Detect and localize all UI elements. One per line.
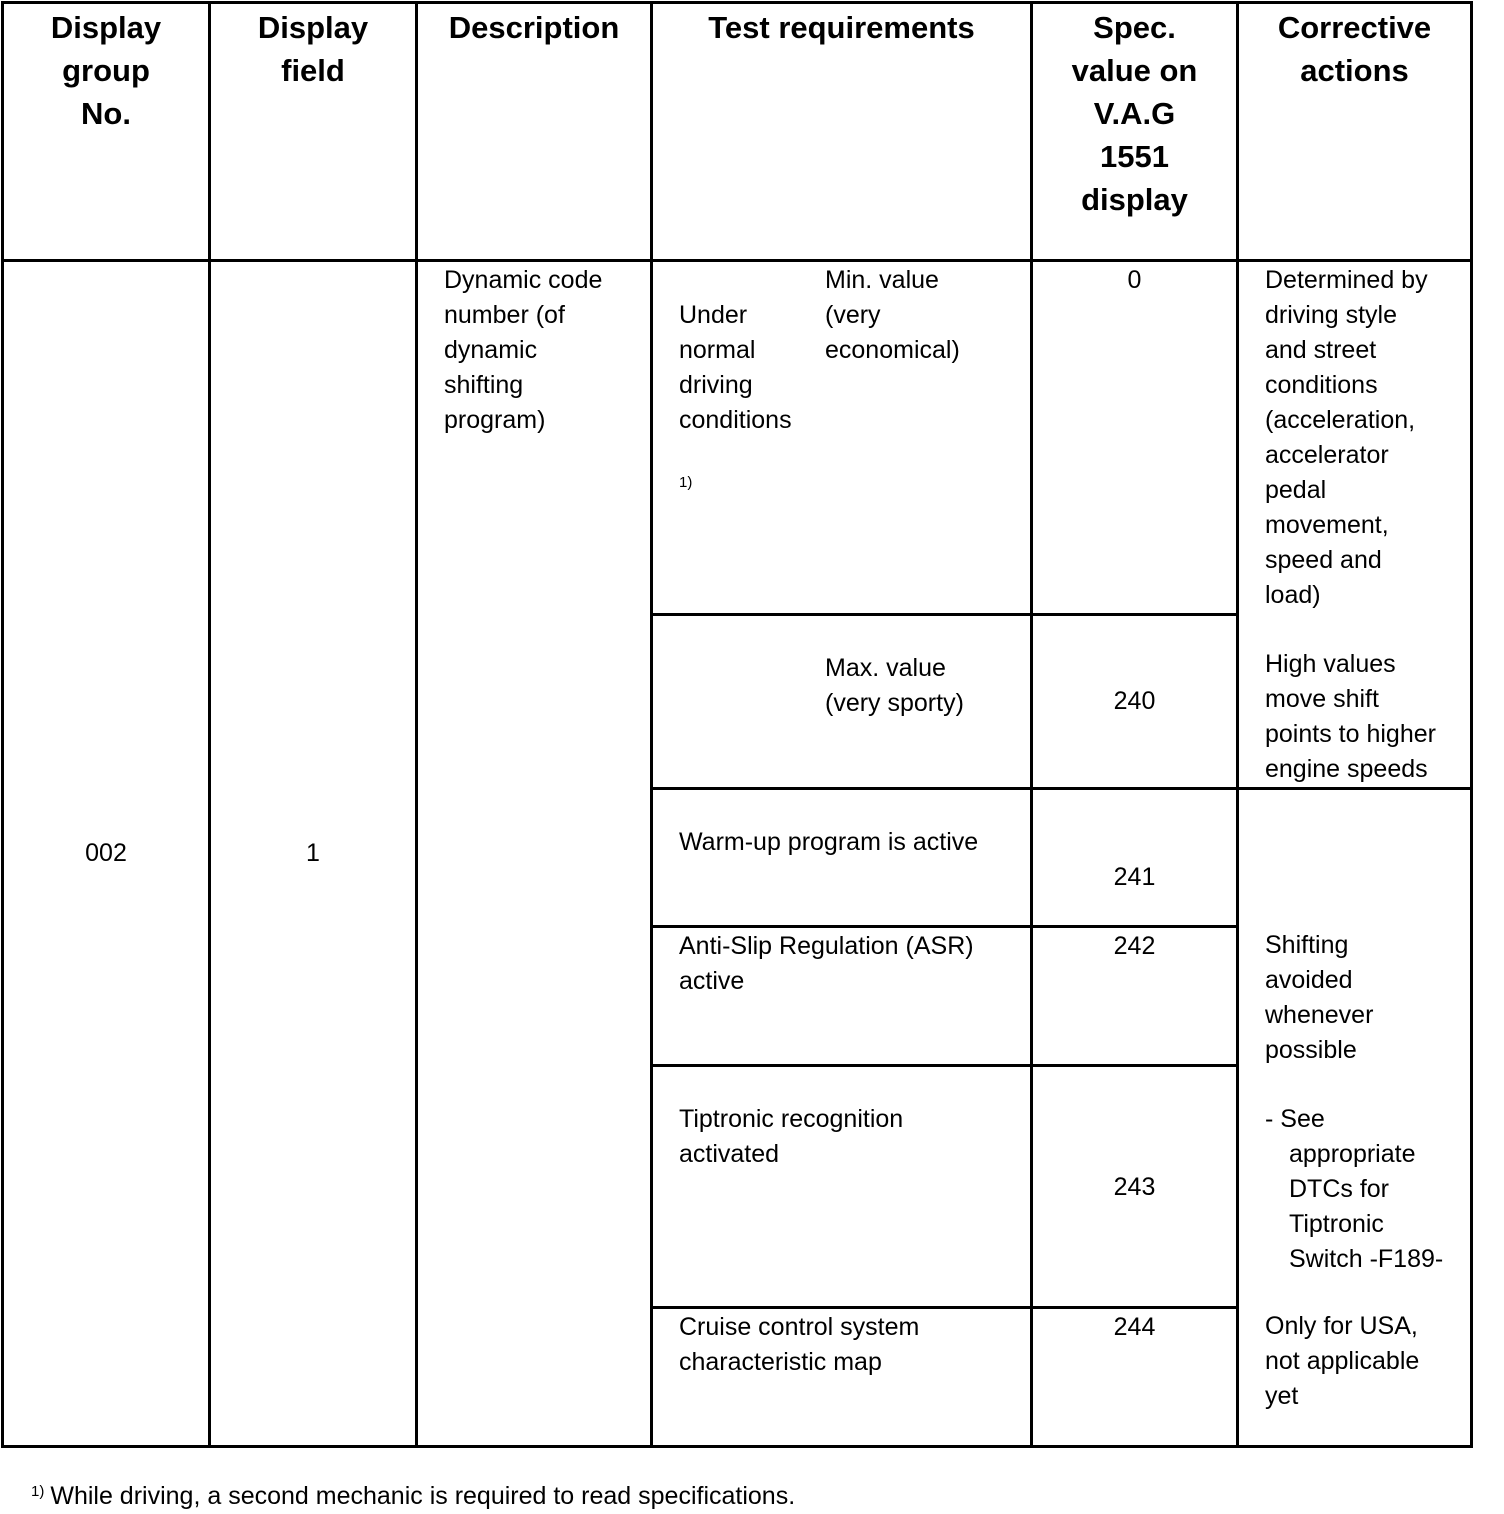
- footnote-ref: 1): [679, 474, 693, 491]
- corrective-cell: [1238, 1308, 1472, 1447]
- corrective-cell: [1238, 261, 1472, 789]
- spec-value-cell: 240: [1032, 614, 1238, 788]
- corrective-text-1: Determined by driving style and street conditions (acceleration, accelerator pedal movement, speed and load): [1265, 266, 1428, 609]
- header-spec-value: Spec. value on V.A.G 1551 display: [1032, 3, 1238, 261]
- spec-value-cell: 241: [1032, 789, 1238, 927]
- header-description: Description: [417, 3, 652, 261]
- spec-value-cell: 0: [1032, 261, 1238, 615]
- corrective-text-5: Only for USA, not applicable yet: [1265, 1311, 1420, 1410]
- header-display-group: Display group No.: [3, 3, 210, 261]
- test-cell: [652, 1066, 1032, 1308]
- table-row: [3, 261, 1472, 615]
- corrective-text-4: appropriate DTCs for Tiptronic Switch -F189-: [1289, 1139, 1444, 1273]
- test-tiptronic: Tiptronic recognition activated: [679, 1105, 904, 1168]
- test-cell: [652, 1308, 1032, 1447]
- test-condition-text: Under normal driving conditions: [679, 301, 792, 434]
- corrective-text-2: High values move shift points to higher engine speeds: [1265, 650, 1436, 783]
- test-cell: [652, 261, 1032, 615]
- spec-value-cell: 244: [1032, 1308, 1238, 1447]
- header-display-field: Display field: [210, 3, 417, 261]
- diagnostic-table: [1, 1, 1473, 1448]
- test-cell: [652, 614, 1032, 788]
- test-warmup: Warm-up program is active: [679, 828, 979, 856]
- spec-value-cell: 243: [1032, 1066, 1238, 1308]
- test-asr: Anti-Slip Regulation (ASR) active: [679, 932, 974, 995]
- test-min-value: Min. value (very economical): [825, 266, 960, 364]
- spec-value-cell: 242: [1032, 927, 1238, 1066]
- description-text: Dynamic code number (of dynamic shifting program): [444, 266, 603, 434]
- test-cell: [652, 927, 1032, 1066]
- group-no-cell: 002: [3, 261, 210, 1447]
- test-cruise-control: Cruise control system characteristic map: [679, 1313, 920, 1376]
- description-cell: [417, 261, 652, 1447]
- header-corrective-actions: Corrective actions: [1238, 3, 1472, 261]
- test-max-value: Max. value (very sporty): [825, 653, 964, 717]
- corrective-cell: [1238, 789, 1472, 927]
- corrective-cell: [1238, 927, 1472, 1308]
- header-test-requirements: Test requirements: [652, 3, 1032, 261]
- footnote-marker: 1): [31, 1483, 45, 1500]
- test-cell: [652, 789, 1032, 927]
- corrective-text-4-dash: - See: [1265, 1104, 1325, 1133]
- footnote-text: While driving, a second mechanic is required to read specifications.: [50, 1482, 796, 1510]
- corrective-text-3: Shifting avoided whenever possible: [1265, 930, 1374, 1064]
- footnote: [31, 1480, 795, 1512]
- field-cell: 1: [210, 261, 417, 1447]
- header-row: [3, 3, 1472, 261]
- test-condition: [679, 263, 825, 528]
